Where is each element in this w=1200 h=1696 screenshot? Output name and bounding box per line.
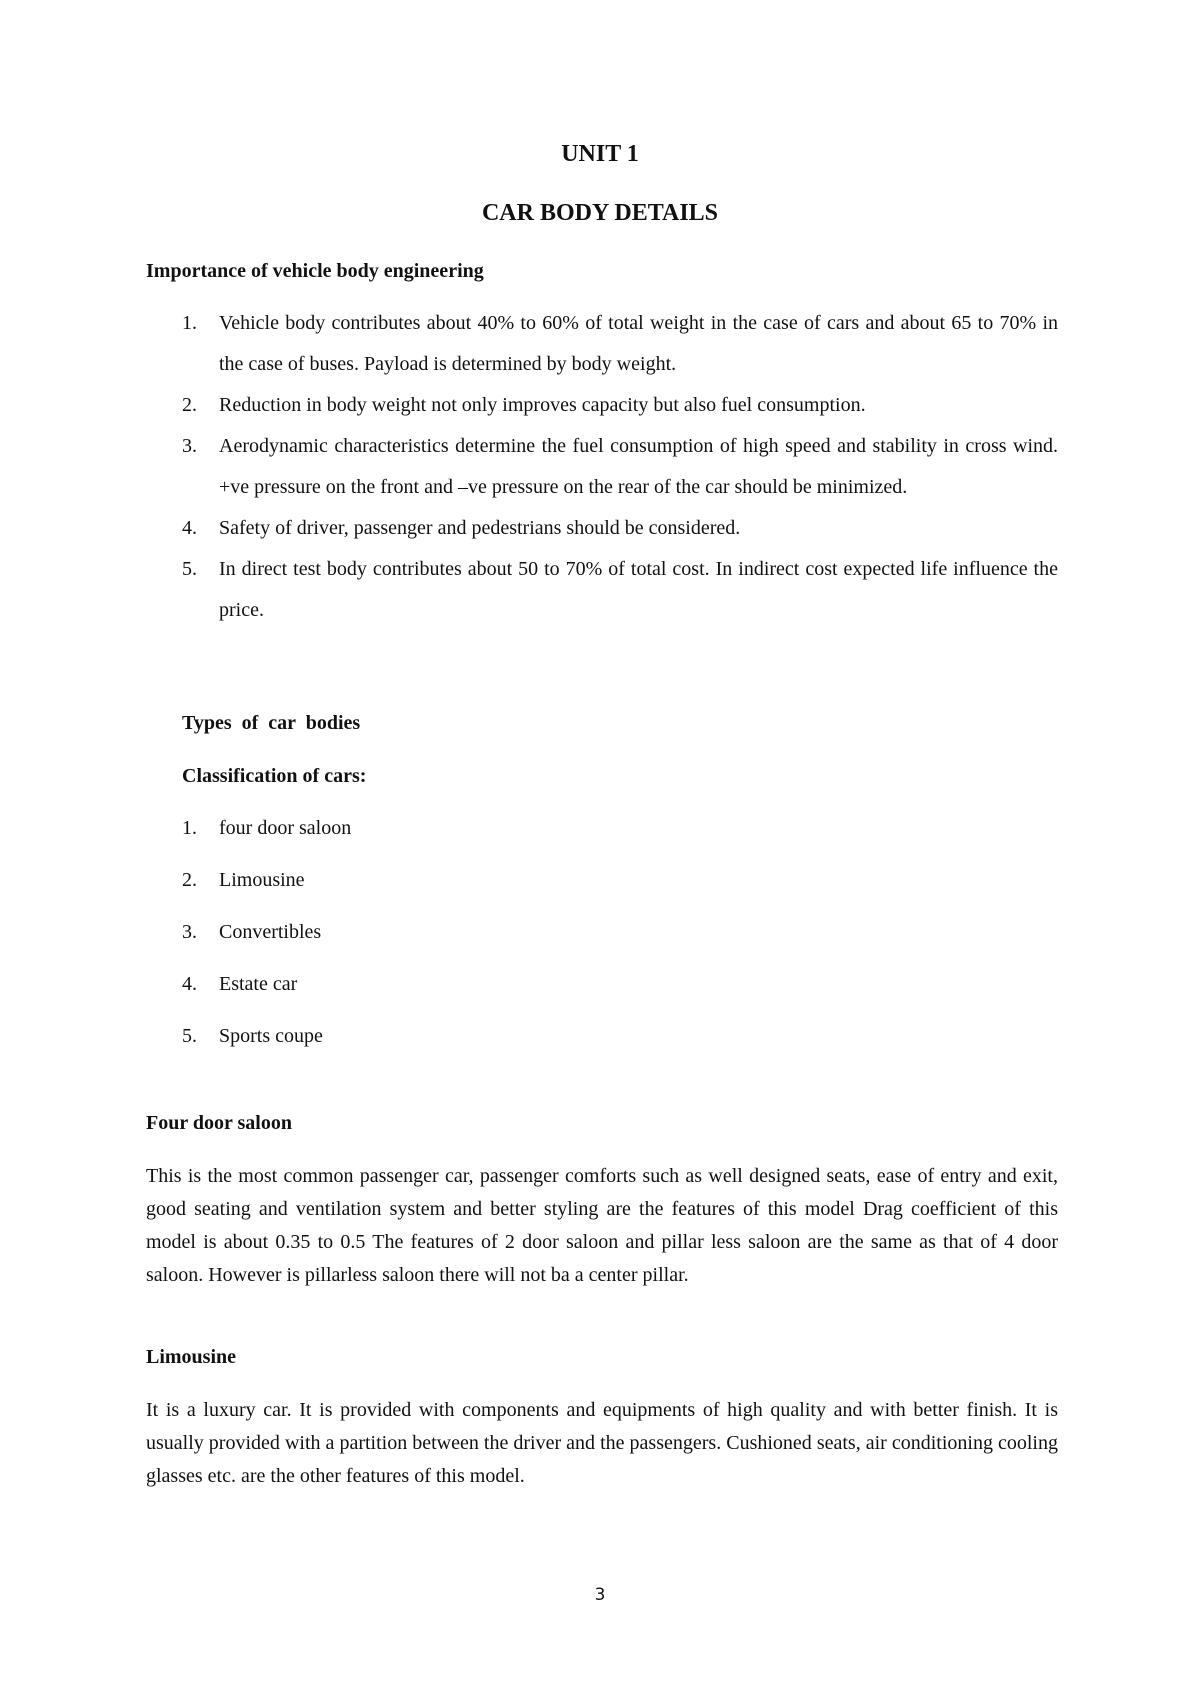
list-item	[146, 972, 1058, 1024]
list-item	[146, 868, 1058, 920]
limousine-heading: Limousine	[146, 1346, 237, 1368]
four-door-heading: Four door saloon	[146, 1112, 292, 1134]
four-door-paragraph: This is the most common passenger car, passenger comforts such as well designed seats, ease of entry and exit, good seating and ventilation system and better styling are the features of this model Drag coefficient of this model is about 0.35 to 0.5 The features of 2 door saloon and pillar less saloon are the same as that of 4 door saloon. However is pillarless saloon there will not ba a center pillar.	[146, 1165, 1058, 1286]
types-heading: Types of car bodies	[182, 712, 361, 734]
list-text: Safety of driver, passenger and pedestrians should be considered.	[219, 517, 741, 539]
list-number: 1.	[182, 312, 197, 334]
list-text: Convertibles	[219, 921, 322, 943]
list-item	[146, 1024, 1058, 1076]
list-number: 4.	[182, 973, 197, 995]
importance-heading: Importance of vehicle body engineering	[146, 260, 484, 282]
list-item	[146, 508, 1058, 549]
page-number: 3	[594, 1585, 606, 1605]
list-text: In direct test body contributes about 50 to 70% of total cost. In indirect cost expected life influence the price.	[219, 558, 1058, 621]
list-text: four door saloon	[219, 817, 352, 839]
list-number: 3.	[182, 921, 197, 943]
list-number: 3.	[182, 435, 197, 457]
list-text: Sports coupe	[219, 1025, 323, 1047]
list-item	[146, 426, 1058, 508]
chapter-title: CAR BODY DETAILS	[481, 200, 719, 226]
classification-list	[146, 816, 1058, 1076]
classification-heading: Classification of cars:	[182, 765, 367, 787]
list-item	[146, 385, 1058, 426]
list-text: Estate car	[219, 973, 298, 995]
list-number: 2.	[182, 869, 197, 891]
list-text: Aerodynamic characteristics determine the fuel consumption of high speed and stability in cross wind. +ve pressure on the front and –ve pressure on the rear of the car should be minimized.	[219, 435, 1058, 498]
list-number: 4.	[182, 517, 197, 539]
list-text: Vehicle body contributes about 40% to 60% of total weight in the case of cars and about 65 to 70% in the case of buses. Payload is determined by body weight.	[219, 312, 1058, 375]
list-number: 2.	[182, 394, 197, 416]
unit-title: UNIT 1	[561, 141, 639, 167]
limousine-paragraph: It is a luxury car. It is provided with components and equipments of high quality and with better finish. It is usually provided with a partition between the driver and the passengers. Cushioned seats, air conditioning cooling glasses etc. are the other features of this model.	[146, 1399, 1058, 1487]
list-text: Reduction in body weight not only improves capacity but also fuel consumption.	[219, 394, 866, 416]
list-item	[146, 303, 1058, 385]
list-number: 5.	[182, 558, 197, 580]
list-item	[146, 549, 1058, 631]
importance-list	[146, 303, 1058, 631]
list-text: Limousine	[219, 869, 305, 891]
list-item	[146, 816, 1058, 868]
list-number: 1.	[182, 817, 197, 839]
list-number: 5.	[182, 1025, 197, 1047]
list-item	[146, 920, 1058, 972]
